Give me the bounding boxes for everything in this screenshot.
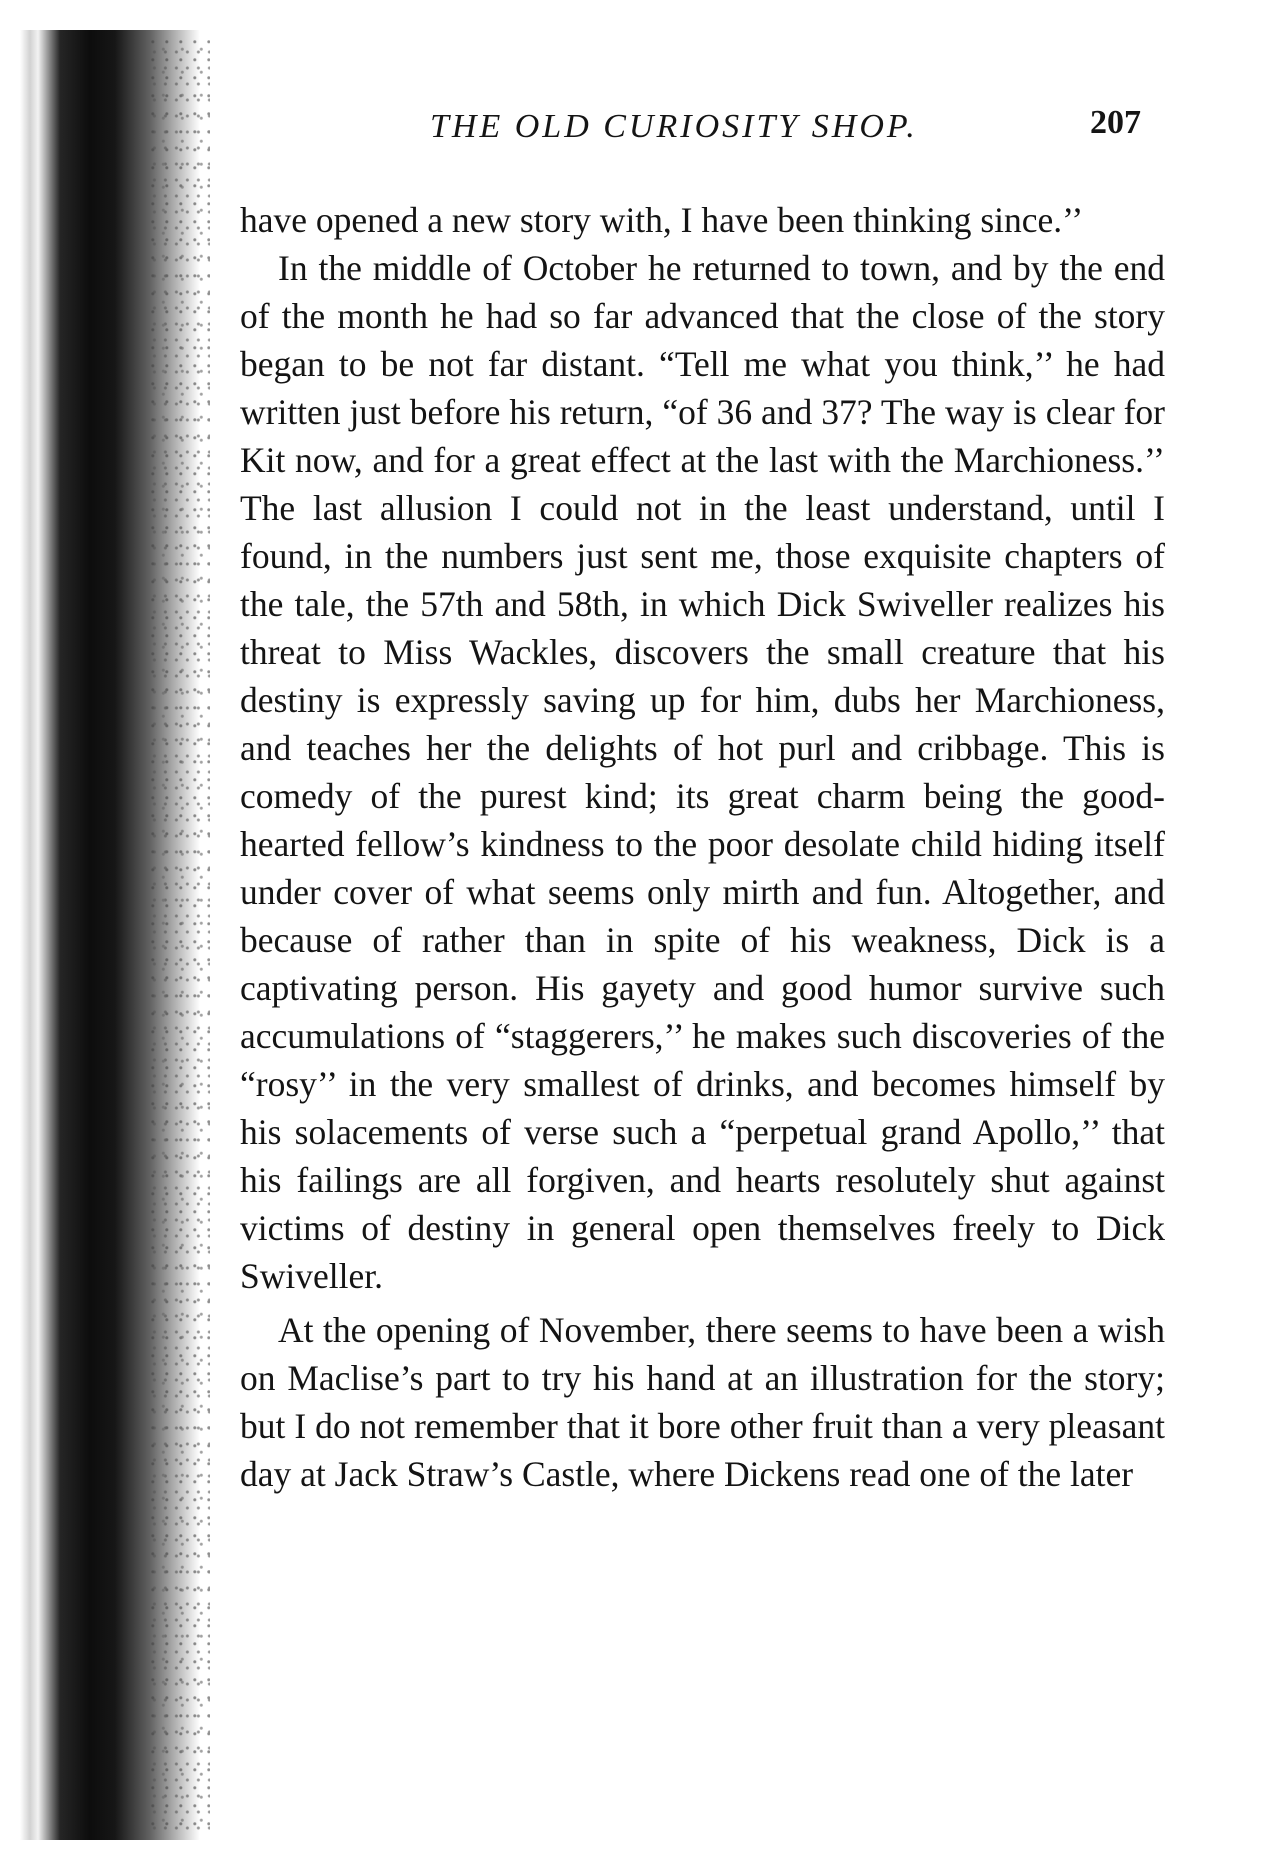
paragraph: In the middle of October he returned to town, and by the end of the month he had so far advanced that the close of the story began to be not far distant. “Tell me what you think,’’ he had written just before his return, “of 36 and 37? The way is clear for Kit now, and for a great effect at the last with the Marchioness.’’ The last allusion I could not in the least understand, until I found, in the numbers just sent me, those exquisite chapters of the tale, the 57th and 58th, in which Dick Swiveller realizes his threat to Miss Wackles, discovers the small creature that his destiny is expressly saving up for him, dubs her Marchioness, and teaches her the delights of hot purl and cribbage. This is comedy of the purest kind; its great charm being the good-hearted fellow’s kindness to the poor desolate child hiding itself under cover of what seems only mirth and fun. Altogether, and because of rather than in spite of his weakness, Dick is a captivating person. His gayety and good humor survive such accumulations of “staggerers,’’ he makes such discoveries of the “rosy’’ in the very smallest of drinks, and becomes himself by his solacements of verse such a “perpetual grand Apollo,’’ that his failings are all forgiven, and hearts resolutely shut against victims of destiny in general open themselves freely to Dick Swiveller. [240,248,1165,1296]
running-head: THE OLD CURIOSITY SHOP. [430,108,918,145]
binding-speckle-texture [150,40,210,1830]
paragraph-continuation: have opened a new story with, I have been thinking since.’’ [240,200,1084,240]
body-text [240,196,1165,1498]
paragraph: At the opening of November, there seems to have been a wish on Maclise’s part to try his hand at an illustration for the story; but I do not remember that it bore other fruit than a very pleasant day at Jack Straw’s Castle, where Dickens read one of the later [240,1310,1165,1494]
page-number: 207 [1090,104,1141,141]
